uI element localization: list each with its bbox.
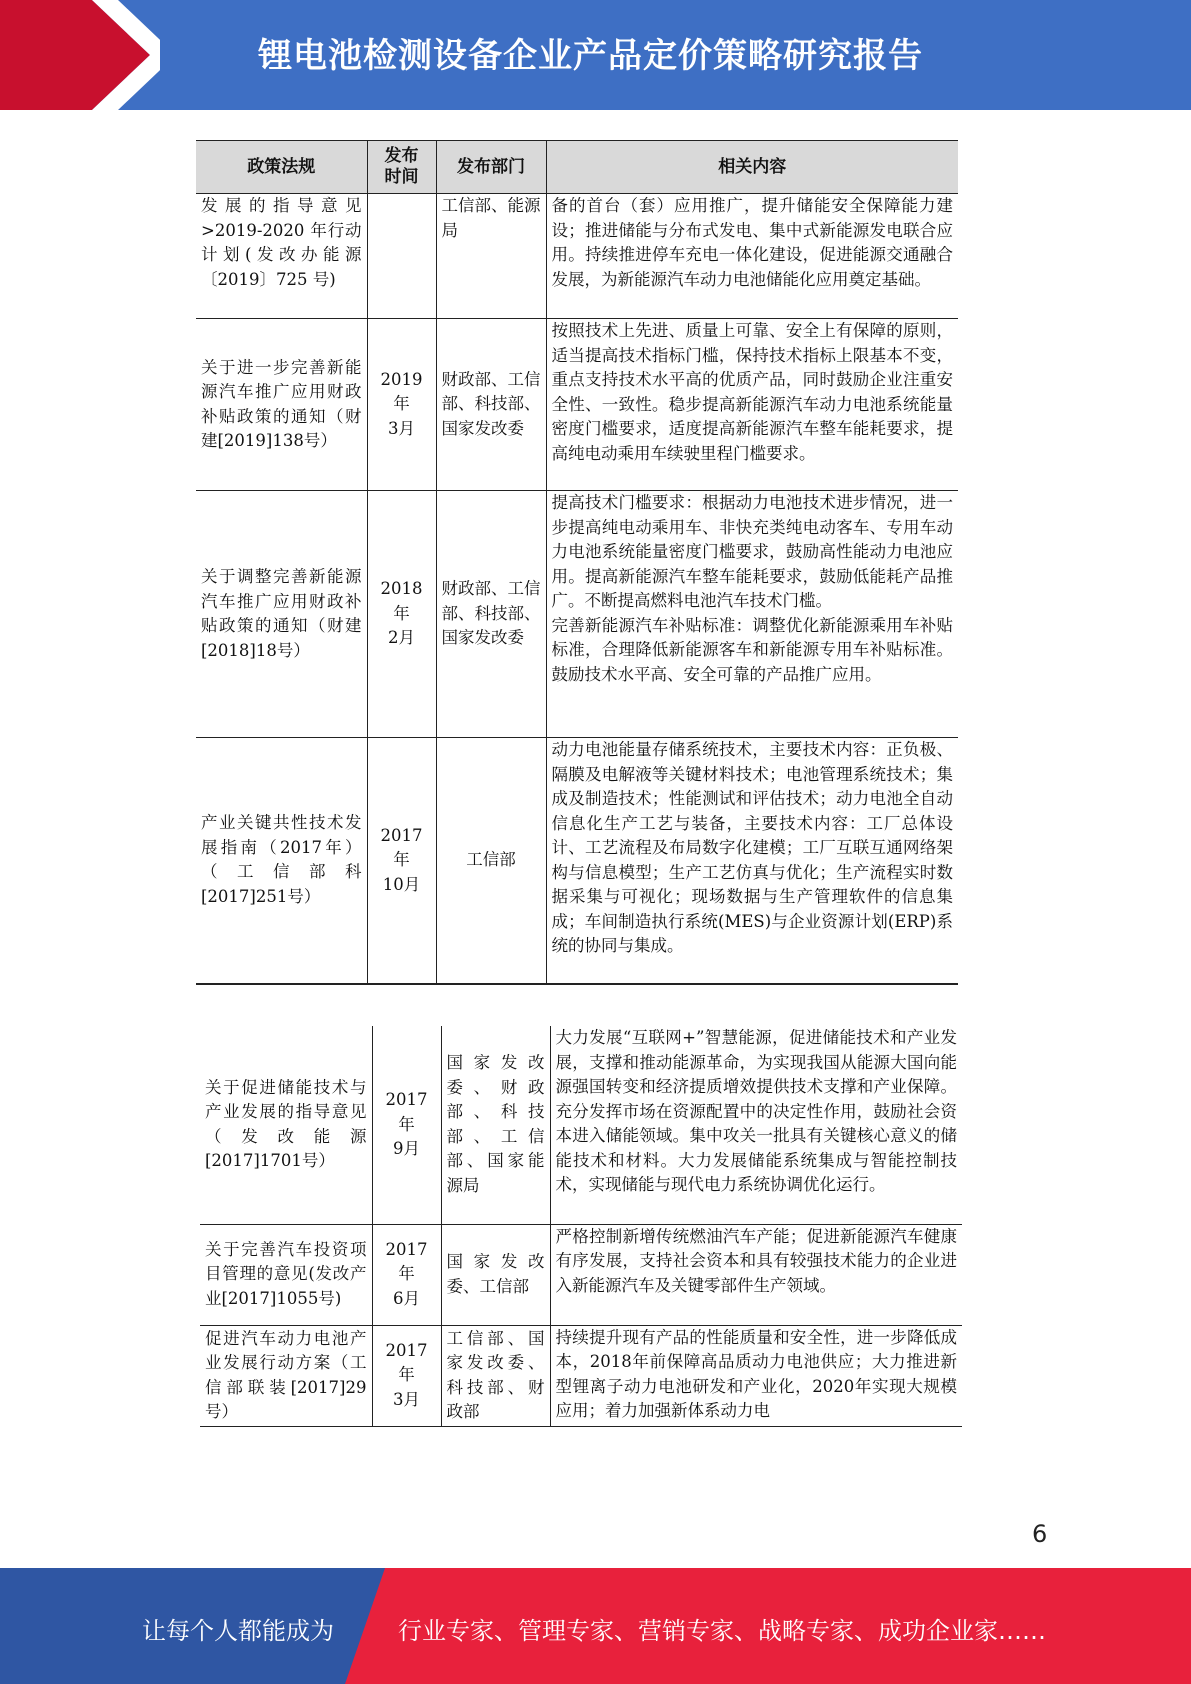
table-row bbox=[196, 491, 958, 738]
content-cell: 严格控制新增传统燃油汽车产能；促进新能源汽车健康有序发展，支持社会资本和具有较强技术能力的企业进入新能源汽车及关键零部件生产领域。 bbox=[550, 1224, 962, 1325]
table-row bbox=[196, 194, 958, 319]
date-cell: 2017年 9月 bbox=[372, 1026, 441, 1224]
footer-slogan-left: 让每个人都能成为 bbox=[142, 1617, 334, 1645]
policy-cell: 发展的指导意见>2019-2020 年行动计划(发改办能源〔2019〕725 号) bbox=[196, 194, 367, 319]
date-cell: 2017年 3月 bbox=[372, 1325, 441, 1426]
date-cell bbox=[367, 194, 436, 319]
table-row bbox=[200, 1026, 962, 1224]
table-row bbox=[196, 738, 958, 984]
column-header-policy: 政策法规 bbox=[196, 141, 367, 194]
table-row bbox=[196, 319, 958, 491]
date-cell: 2019年 3月 bbox=[367, 319, 436, 491]
department-cell: 工信部 bbox=[436, 738, 546, 984]
department-cell: 财政部、工信部、科技部、国家发改委 bbox=[436, 319, 546, 491]
header-arrow-decoration bbox=[0, 0, 160, 110]
policy-cell: 促进汽车动力电池产业发展行动方案（工信部联装[2017]29号） bbox=[200, 1325, 372, 1426]
policy-cell: 关于促进储能技术与产业发展的指导意见（发改能源[2017]1701号） bbox=[200, 1026, 372, 1224]
policy-cell: 关于进一步完善新能源汽车推广应用财政补贴政策的通知（财建[2019]138号） bbox=[196, 319, 367, 491]
report-title: 锂电池检测设备企业产品定价策略研究报告 bbox=[258, 36, 923, 76]
column-header-department: 发布部门 bbox=[436, 141, 546, 194]
column-header-date: 发布 时间 bbox=[367, 141, 436, 194]
content-cell: 提高技术门槛要求：根据动力电池技术进步情况，进一步提高纯电动乘用车、非快充类纯电动客车、专用车动力电池系统能量密度门槛要求，鼓励高性能动力电池应用。提高新能源汽车整车能耗要求，鼓励低能耗产品推广。不断提高燃料电池汽车技术门槛。 完善新能源汽车补贴标准：调整优化新能源乘用车补贴标准，合理降低新能源客车和新能源专用车补贴标准。鼓励技术水平高、安全可靠的产品推广应用。 bbox=[546, 491, 958, 738]
department-cell: 国家发改委、工信部 bbox=[441, 1224, 550, 1325]
department-cell: 工信部、国家发改委、科技部、财政部 bbox=[441, 1325, 550, 1426]
content-cell: 按照技术上先进、质量上可靠、安全上有保障的原则，适当提高技术指标门槛，保持技术指标上限基本不变，重点支持技术水平高的优质产品，同时鼓励企业注重安全性、一致性。稳步提高新能源汽车动力电池系统能量密度门槛要求，适度提高新能源汽车整车能耗要求，提高纯电动乘用车续驶里程门槛要求。 bbox=[546, 319, 958, 491]
date-cell: 2017年 10月 bbox=[367, 738, 436, 984]
content-cell: 大力发展“互联网+”智慧能源，促进储能技术和产业发展，支撑和推动能源革命，为实现我国从能源大国向能源强国转变和经济提质增效提供技术支撑和产业保障。充分发挥市场在资源配置中的决定性作用，鼓励社会资本进入储能领域。集中攻关一批具有关键核心意义的储能技术和材料。大力发展储能系统集成与智能控制技术，实现储能与现代电力系统协调优化运行。 bbox=[550, 1026, 962, 1224]
table-row bbox=[200, 1325, 962, 1426]
policy-cell: 产业关键共性技术发展指南（2017年）（工信部科[2017]251号） bbox=[196, 738, 367, 984]
date-cell: 2017年 6月 bbox=[372, 1224, 441, 1325]
table-row bbox=[200, 1224, 962, 1325]
footer-slogan-right: 行业专家、管理专家、营销专家、战略专家、成功企业家…… bbox=[398, 1617, 1046, 1645]
column-header-content: 相关内容 bbox=[546, 141, 958, 194]
content-cell: 备的首台（套）应用推广，提升储能安全保障能力建设；推进储能与分布式发电、集中式新能源发电联合应用。持续推进停车充电一体化建设，促进能源交通融合发展，为新能源汽车动力电池储能化应用奠定基础。 bbox=[546, 194, 958, 319]
department-cell: 工信部、能源局 bbox=[436, 194, 546, 319]
table-header-row bbox=[196, 141, 958, 194]
policy-cell: 关于调整完善新能源汽车推广应用财政补贴政策的通知（财建[2018]18号） bbox=[196, 491, 367, 738]
department-cell: 国家发改委、财政部、科技部、工信部、国家能源局 bbox=[441, 1026, 550, 1224]
content-cell: 持续提升现有产品的性能质量和安全性，进一步降低成本，2018年前保障高品质动力电池供应；大力推进新型锂离子动力电池研发和产业化，2020年实现大规模应用；着力加强新体系动力电 bbox=[550, 1325, 962, 1426]
content-cell: 动力电池能量存储系统技术，主要技术内容：正负极、隔膜及电解液等关键材料技术；电池管理系统技术；集成及制造技术；性能测试和评估技术；动力电池全自动信息化生产工艺与装备，主要技术内容：工厂总体设计、工艺流程及布局数字化建模；工厂互联互通网络架构与信息模型；生产工艺仿真与优化；生产流程实时数据采集与可视化；现场数据与生产管理软件的信息集成；车间制造执行系统(MES)与企业资源计划(ERP)系统的协同与集成。 bbox=[546, 738, 958, 984]
policy-table-next-page bbox=[200, 1026, 962, 1427]
policy-cell: 关于完善汽车投资项目管理的意见(发改产业[2017]1055号) bbox=[200, 1224, 372, 1325]
date-cell: 2018年 2月 bbox=[367, 491, 436, 738]
policy-table-continued bbox=[196, 140, 958, 985]
page-number: 6 bbox=[1032, 1520, 1048, 1548]
department-cell: 财政部、工信部、科技部、国家发改委 bbox=[436, 491, 546, 738]
